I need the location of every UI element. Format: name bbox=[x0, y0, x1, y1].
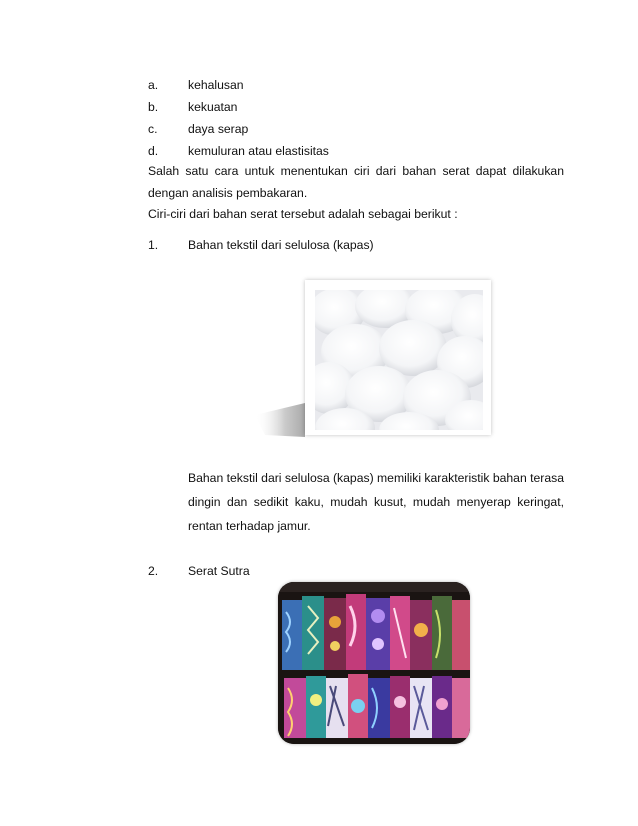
photo-frame bbox=[305, 280, 491, 435]
paragraph-characteristics-intro: Ciri-ciri dari bahan serat tersebut adalah sebagai berikut : bbox=[148, 207, 458, 221]
list-text: kemuluran atau elastisitas bbox=[188, 144, 329, 158]
cotton-balls-illustration bbox=[315, 290, 483, 430]
section-number: 2. bbox=[148, 564, 159, 578]
list-text: kehalusan bbox=[188, 78, 244, 92]
silk-fabrics-photo bbox=[278, 582, 470, 744]
list-text: daya serap bbox=[188, 122, 249, 136]
section-title: Serat Sutra bbox=[188, 564, 250, 578]
section-number: 1. bbox=[148, 238, 159, 252]
list-marker: a. bbox=[148, 78, 159, 92]
paragraph-combustion: Salah satu cara untuk menentukan ciri dari bahan serat dapat dilakukan dengan analisis pembakaran. bbox=[148, 164, 564, 200]
cotton-balls-photo bbox=[315, 290, 483, 430]
list-text: kekuatan bbox=[188, 100, 238, 114]
list-marker: c. bbox=[148, 122, 158, 136]
cotton-image-figure bbox=[255, 275, 495, 445]
list-marker: d. bbox=[148, 144, 159, 158]
silk-fabrics-illustration bbox=[278, 582, 470, 744]
list-marker: b. bbox=[148, 100, 159, 114]
section-title: Bahan tekstil dari selulosa (kapas) bbox=[188, 238, 374, 252]
cotton-description: Bahan tekstil dari selulosa (kapas) memiliki karakteristik bahan terasa dingin dan sedikit kaku, mudah kusut, mudah menyerap keringat, rentan terhadap jamur. bbox=[188, 471, 564, 533]
